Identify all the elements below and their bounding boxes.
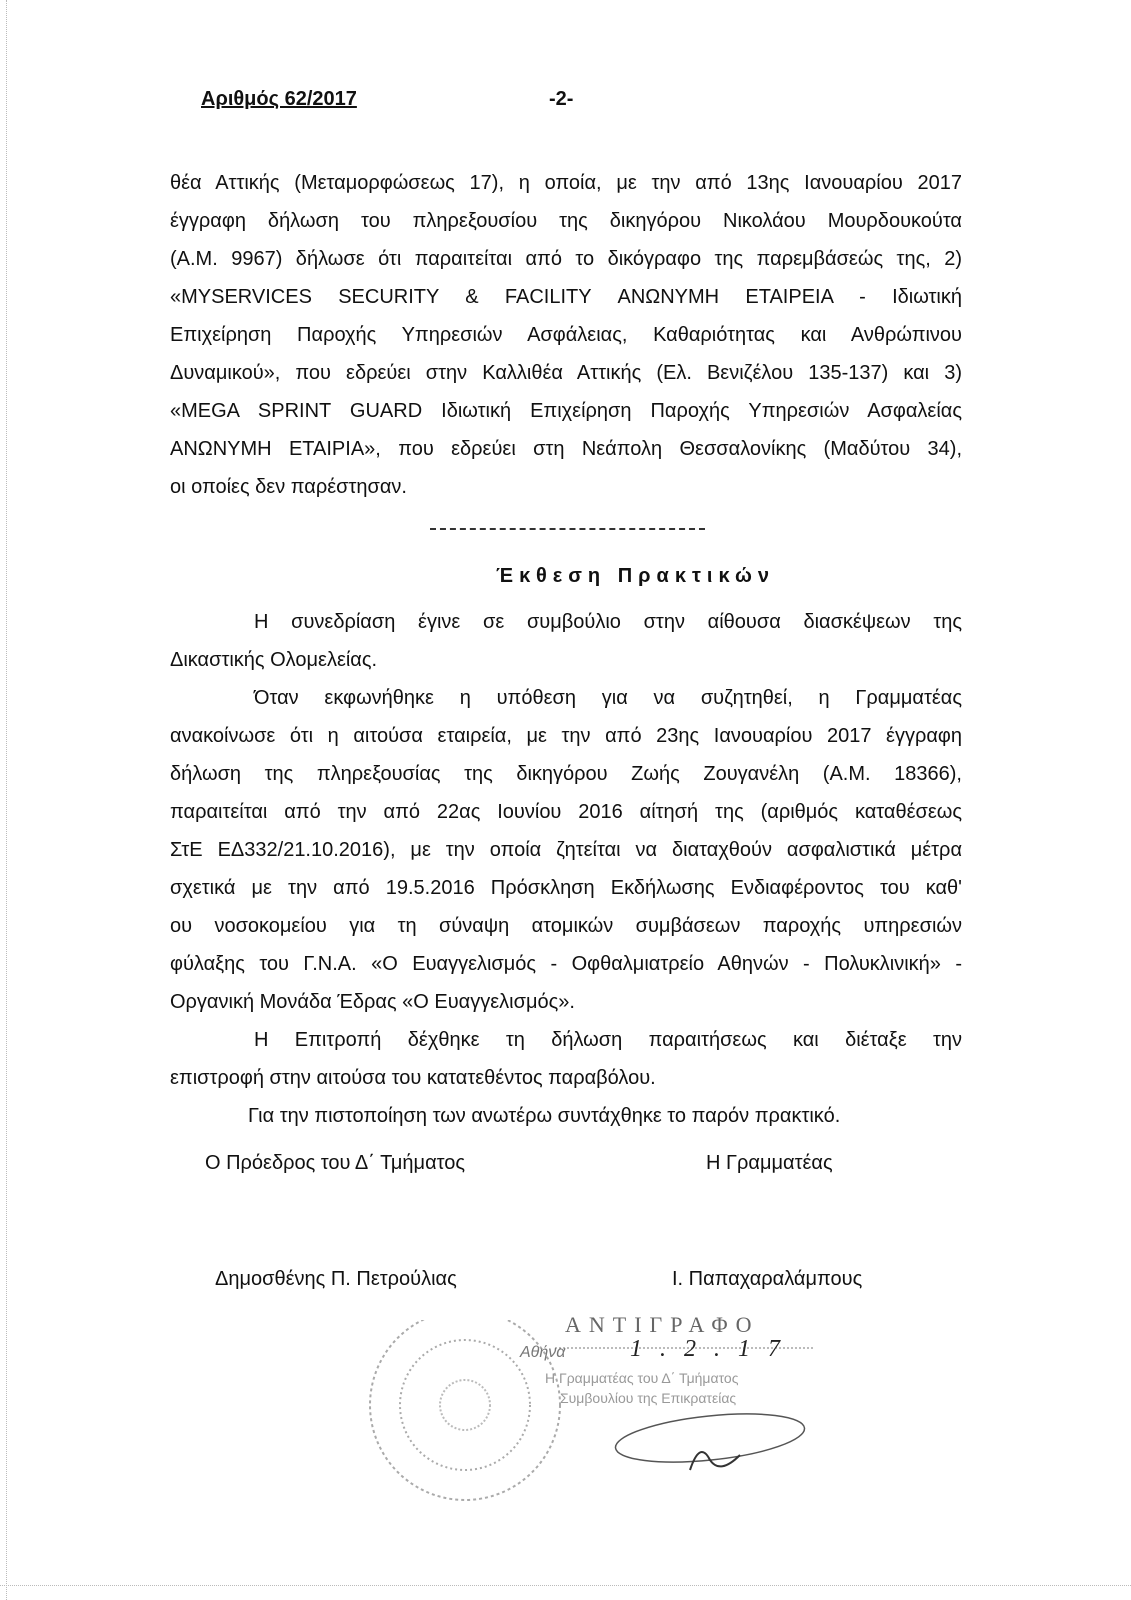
text-line: ΑΝΩΝΥΜΗ ΕΤΑΙΡΙΑ», που εδρεύει στη Νεάπολη Θεσσαλονίκης (Μαδύτου 34), [170, 438, 962, 460]
scan-edge [0, 0, 7, 1600]
text-line: Η Επιτροπή δέχθηκε τη δήλωση παραιτήσεως και διέταξε την [254, 1029, 962, 1051]
text-line: δήλωση της πληρεξουσίας της δικηγόρου Ζωής Ζουγανέλη (Α.Μ. 18366), [170, 763, 962, 785]
secretary-title: Η Γραμματέας [706, 1152, 833, 1174]
text-line: ανακοίνωσε ότι η αιτούσα εταιρεία, με την από 23ης Ιανουαρίου 2017 έγγραφη [170, 725, 962, 747]
text-line: Για την πιστοποίηση των ανωτέρω συντάχθηκε το παρόν πρακτικό. [248, 1105, 841, 1127]
text-line: Οργανική Μονάδα Έδρας «Ο Ευαγγελισμός». [170, 991, 575, 1013]
text-line: επιστροφή στην αιτούσα του κατατεθέντος παραβόλου. [170, 1067, 656, 1089]
text-line: Δυναμικού», που εδρεύει στην Καλλιθέα Αττικής (Ελ. Βενιζέλου 135-137) και 3) [170, 362, 962, 384]
stamp-title: ΑΝΤΙΓΡΑΦΟ [565, 1312, 760, 1337]
paragraph-session [170, 603, 962, 1135]
stamp-line: Η Γραμματέας του Δ΄ Τμήματος [545, 1370, 739, 1386]
president-title: Ο Πρόεδρος του Δ΄ Τμήματος [205, 1152, 466, 1174]
secretary-name: Ι. Παπαχαραλάμπους [672, 1268, 863, 1290]
text-line: (Α.Μ. 9967) δήλωσε ότι παραιτείται από το δικόγραφο της παρεμβάσεώς της, 2) [170, 248, 962, 270]
copy-stamp [360, 1312, 820, 1520]
scan-edge-bottom [0, 1585, 1131, 1586]
stamp-date: 1.2.17 [630, 1336, 798, 1362]
divider [430, 528, 705, 530]
text-line: θέα Αττικής (Μεταμορφώσεως 17), η οποία, με την από 13ης Ιανουαρίου 2017 [170, 172, 962, 194]
paragraph-parties [170, 164, 962, 506]
text-line: «MYSERVICES SECURITY & FACILITY ΑΝΩΝΥΜΗ ΕΤΑΙΡΕΙΑ - Ιδιωτική [170, 286, 962, 308]
text-line: οι οποίες δεν παρέστησαν. [170, 476, 407, 498]
text-line: Επιχείρηση Παροχής Υπηρεσιών Ασφάλειας, Καθαριότητας και Ανθρώπινου [170, 324, 962, 346]
stamp-place: Αθήνα [520, 1344, 566, 1361]
document-number: Αριθμός 62/2017 [201, 88, 357, 110]
text-line: Όταν εκφωνήθηκε η υπόθεση για να συζητηθεί, η Γραμματέας [254, 687, 962, 709]
text-line: ου νοσοκομείου για τη σύναψη ατομικών συμβάσεων παροχής υπηρεσιών [170, 915, 962, 937]
text-line: Δικαστικής Ολομελείας. [170, 649, 378, 671]
text-line: παραιτείται από την από 22ας Ιουνίου 2016 αίτησή της (αριθμός καταθέσεως [170, 801, 962, 823]
president-name: Δημοσθένης Π. Πετρούλιας [215, 1268, 457, 1290]
text-line: φύλαξης του Γ.Ν.Α. «Ο Ευαγγελισμός - Οφθαλμιατρείο Αθηνών - Πολυκλινική» - [170, 953, 962, 975]
text-line: σχετικά με την από 19.5.2016 Πρόσκληση Εκδήλωσης Ενδιαφέροντος του καθ' [170, 877, 962, 899]
text-line: «MEGA SPRINT GUARD Ιδιωτική Επιχείρηση Παροχής Υπηρεσιών Ασφαλείας [170, 400, 962, 422]
text-line: ΣτΕ ΕΔ332/21.10.2016), με την οποία ζητείται να διαταχθούν ασφαλιστικά μέτρα [170, 839, 962, 861]
text-line: έγγραφη δήλωση του πληρεξουσίου της δικηγόρου Νικολάου Μουρδουκούτα [170, 210, 962, 232]
text-line: Η συνεδρίαση έγινε σε συμβούλιο στην αίθουσα διασκέψεων της [254, 611, 962, 633]
page-number: -2- [549, 88, 574, 110]
stamp-line: Συμβουλίου της Επικρατείας [560, 1390, 737, 1406]
section-heading: Έκθεση Πρακτικών [496, 565, 775, 587]
